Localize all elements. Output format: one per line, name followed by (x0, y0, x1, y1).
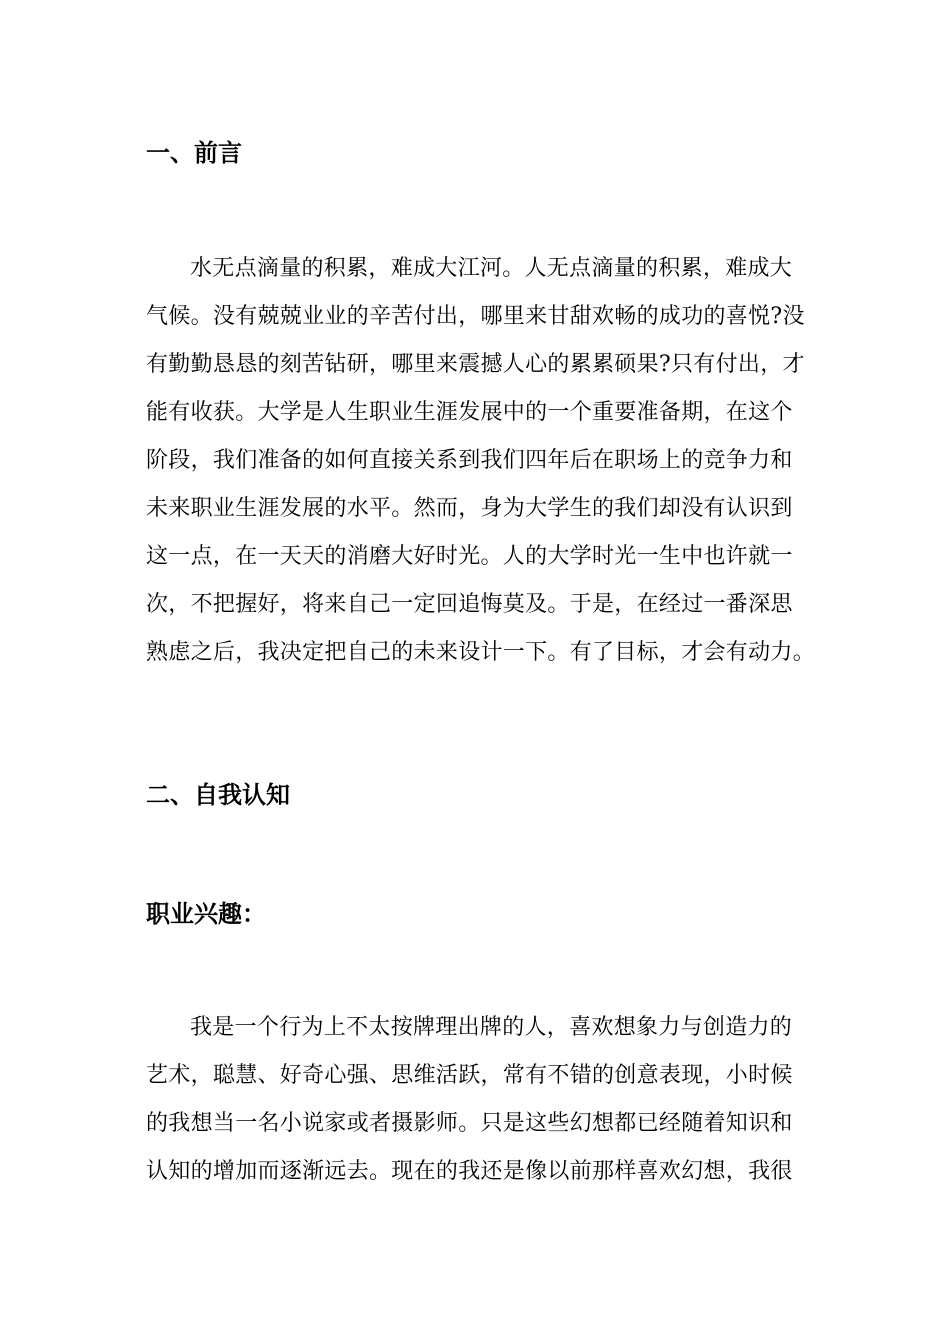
preface-paragraph (146, 245, 816, 677)
paragraph-line: 这一点，在一天天的消磨大好时光。人的大学时光一生中也许就一 (146, 544, 793, 569)
paragraph-line: 熟虑之后，我决定把自己的未来设计一下。有了目标，才会有动力。 (146, 640, 816, 665)
paragraph-line: 的我想当一名小说家或者摄影师。只是这些幻想都已经随着知识和 (146, 1111, 793, 1136)
paragraph-line: 气候。没有兢兢业业的辛苦付出，哪里来甘甜欢畅的成功的喜悦?没 (146, 304, 805, 329)
paragraph-line: 我是一个行为上不太按牌理出牌的人，喜欢想象力与创造力的 (190, 1015, 793, 1040)
paragraph-line: 认知的增加而逐渐远去。现在的我还是像以前那样喜欢幻想，我很 (146, 1159, 793, 1184)
paragraph-line: 有勤勤恳恳的刻苦钻研，哪里来震撼人心的累累硕果?只有付出，才 (146, 352, 805, 377)
paragraph-line: 能有收获。大学是人生职业生涯发展中的一个重要准备期，在这个 (146, 400, 793, 425)
section-heading-self-cognition: 二、自我认知 (146, 780, 290, 809)
paragraph-line: 次，不把握好，将来自己一定回追悔莫及。于是，在经过一番深思 (146, 592, 793, 617)
paragraph-line: 艺术，聪慧、好奇心强、思维活跃，常有不错的创意表现，小时候 (146, 1063, 793, 1088)
paragraph-line: 阶段，我们准备的如何直接关系到我们四年后在职场上的竞争力和 (146, 448, 793, 473)
career-interest-paragraph (146, 1004, 806, 1196)
paragraph-line: 未来职业生涯发展的水平。然而，身为大学生的我们却没有认识到 (146, 496, 793, 521)
subheading-career-interest: 职业兴趣： (146, 899, 266, 928)
section-heading-preface: 一、前言 (146, 138, 242, 167)
paragraph-line: 水无点滴量的积累，难成大江河。人无点滴量的积累，难成大 (190, 256, 793, 281)
